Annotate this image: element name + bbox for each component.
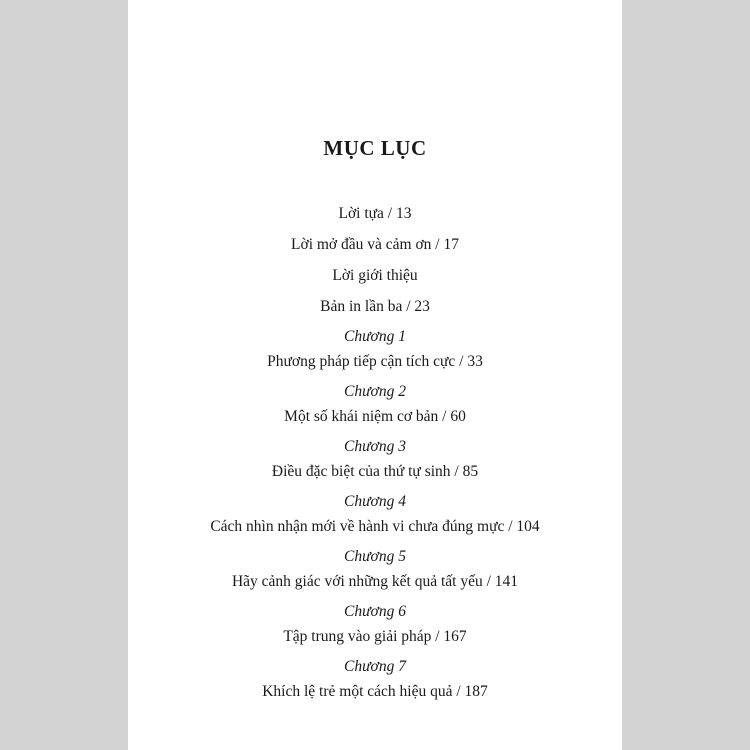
chapter-number: Chương 7 bbox=[344, 658, 406, 675]
chapter-title: Phương pháp tiếp cận tích cực / 33 bbox=[267, 353, 483, 370]
toc-entry: Lời mở đầu và cảm ơn / 17 bbox=[291, 236, 459, 253]
chapter-title: Hãy cảnh giác với những kết quả tất yếu / 141 bbox=[231, 573, 519, 590]
toc-title: MỤC LỤC bbox=[323, 136, 427, 160]
chapter-title: Khích lệ trẻ một cách hiệu quả / 187 bbox=[262, 683, 488, 700]
chapter-number: Chương 6 bbox=[344, 603, 406, 620]
toc-entry: Bản in lần ba / 23 bbox=[320, 298, 430, 315]
chapter-number: Chương 5 bbox=[344, 548, 406, 565]
chapter-title: Điều đặc biệt của thứ tự sinh / 85 bbox=[271, 463, 479, 480]
chapter-title: Tập trung vào giải pháp / 167 bbox=[283, 628, 467, 645]
chapter-number: Chương 3 bbox=[344, 438, 406, 455]
chapter-number: Chương 4 bbox=[344, 493, 406, 510]
toc-entry: Lời tựa / 13 bbox=[338, 205, 412, 222]
chapter-title: Cách nhìn nhận mới về hành vi chưa đúng mực / 104 bbox=[210, 518, 540, 535]
chapter-number: Chương 1 bbox=[344, 328, 406, 345]
chapter-title: Một số khái niệm cơ bản / 60 bbox=[284, 408, 466, 425]
chapter-number: Chương 2 bbox=[344, 383, 406, 400]
toc-entry: Lời giới thiệu bbox=[332, 267, 418, 284]
